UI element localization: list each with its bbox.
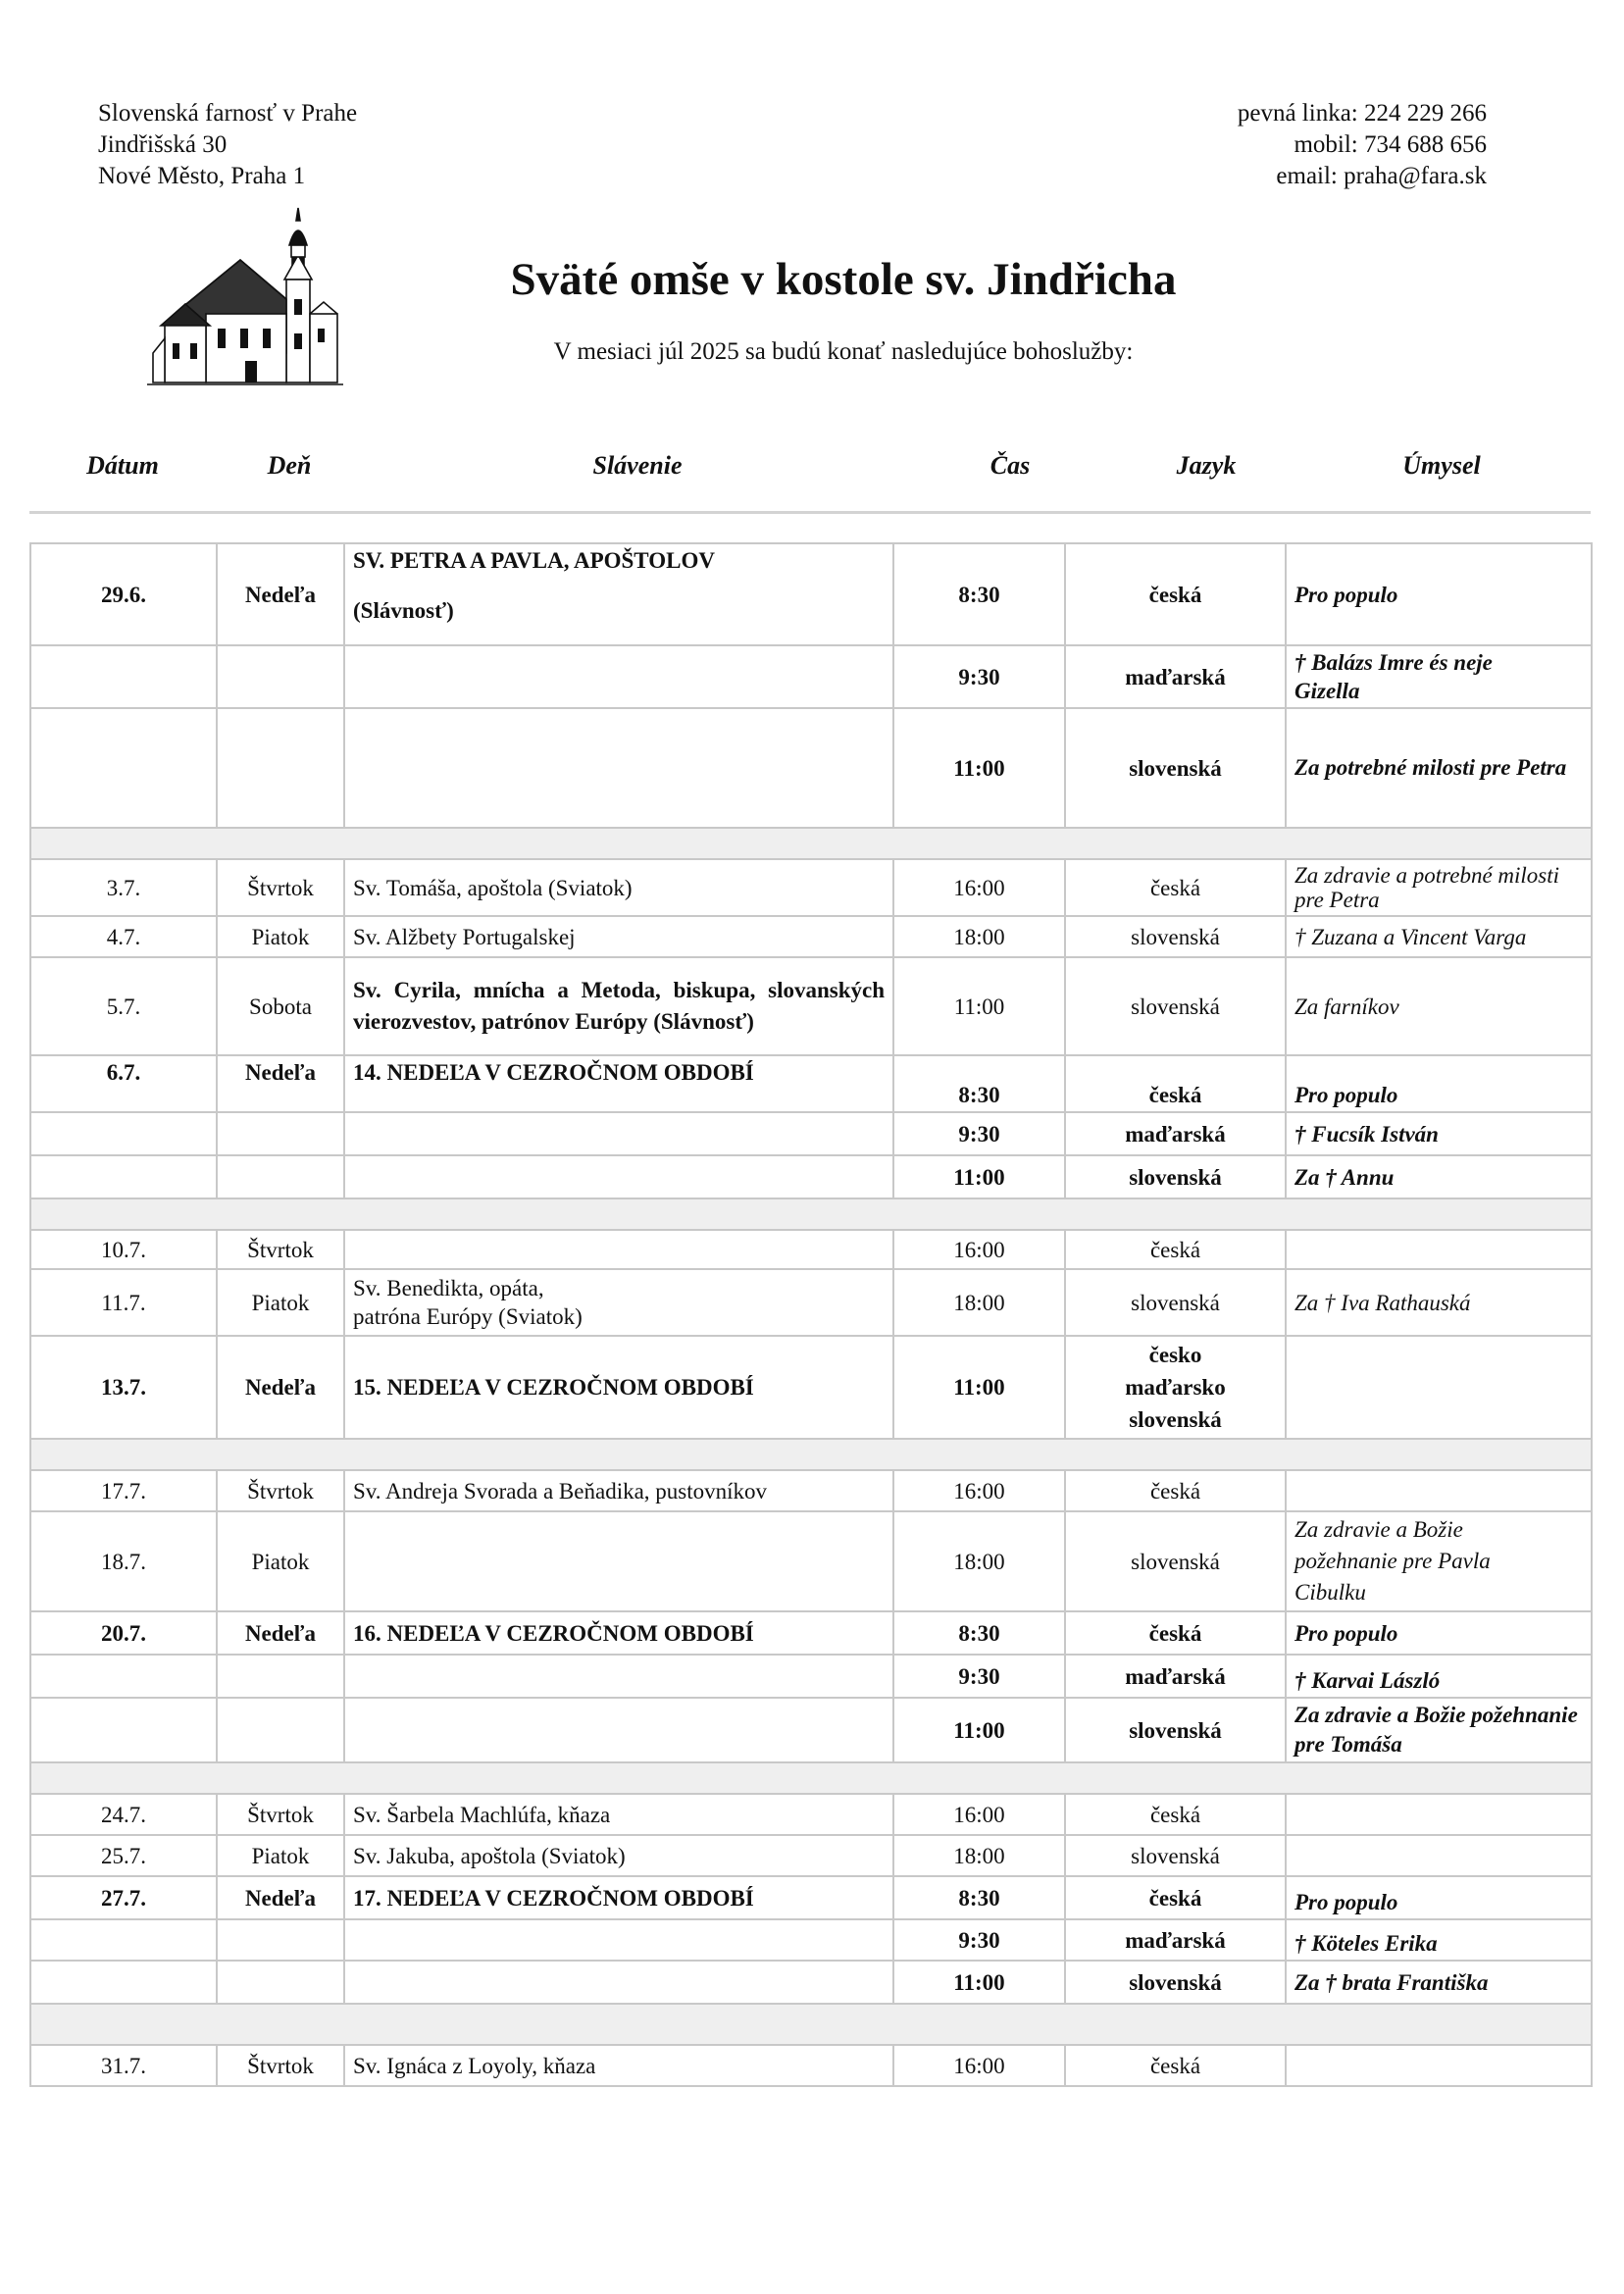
day-cell <box>217 1112 344 1155</box>
table-row <box>30 916 1592 957</box>
table-row <box>30 645 1592 708</box>
phone-landline: pevná linka: 224 229 266 <box>1237 100 1487 127</box>
day-cell <box>217 1155 344 1198</box>
time-cell: 16:00 <box>893 1230 1065 1269</box>
date-cell: 17.7. <box>30 1470 217 1511</box>
time-cell: 11:00 <box>893 1155 1065 1198</box>
date-cell <box>30 645 217 708</box>
language-cell: maďarská <box>1065 1112 1286 1155</box>
day-cell <box>217 1698 344 1762</box>
day-cell: Nedeľa <box>217 543 344 645</box>
celebration-cell: 17. NEDEĽA V CEZROČNOM OBDOBÍ <box>344 1876 893 1919</box>
table-row <box>30 1655 1592 1698</box>
celebration-line: Sv. Benedikta, opáta, <box>353 1276 544 1300</box>
day-cell <box>217 1655 344 1698</box>
celebration-cell <box>344 708 893 828</box>
intention-cell: Za zdravie a Božie požehnanie pre Pavla Cibulku <box>1286 1511 1592 1611</box>
church-illustration <box>147 206 343 397</box>
date-cell <box>30 1112 217 1155</box>
celebration-cell: 14. NEDEĽA V CEZROČNOM OBDOBÍ <box>344 1055 893 1112</box>
address-line-3: Nové Město, Praha 1 <box>98 163 306 189</box>
day-cell: Štvrtok <box>217 1794 344 1835</box>
language-cell: slovenská <box>1065 1269 1286 1336</box>
date-cell: 18.7. <box>30 1511 217 1611</box>
table-row <box>30 1876 1592 1919</box>
table-row <box>30 957 1592 1055</box>
date-cell <box>30 1919 217 1961</box>
celebration-cell: 15. NEDEĽA V CEZROČNOM OBDOBÍ <box>344 1336 893 1439</box>
table-row <box>30 1470 1592 1511</box>
date-cell: 11.7. <box>30 1269 217 1336</box>
celebration-cell: Sv. Cyrila, mnícha a Metoda, biskupa, slovanských vierozvestov, patrónov Európy (Slávnosť) <box>344 957 893 1055</box>
page-subtitle: V mesiaci júl 2025 sa budú konať nasledujúce bohoslužby: <box>553 338 1134 365</box>
intention-cell: Pro populo <box>1286 1611 1592 1655</box>
language-cell: česká <box>1065 859 1286 916</box>
mass-schedule-table <box>29 542 1593 2087</box>
day-cell: Piatok <box>217 1269 344 1336</box>
celebration-cell: Sv. Alžbety Portugalskej <box>344 916 893 957</box>
intention-cell: † Fucsík István <box>1286 1112 1592 1155</box>
day-cell: Štvrtok <box>217 1470 344 1511</box>
language-cell: slovenská <box>1065 1511 1286 1611</box>
date-cell: 4.7. <box>30 916 217 957</box>
table-row <box>30 1269 1592 1336</box>
language-cell: slovenská <box>1065 1835 1286 1876</box>
celebration-line: (Slávnosť) <box>353 598 454 623</box>
intention-cell <box>1286 1470 1592 1511</box>
table-row <box>30 1919 1592 1961</box>
language-cell: slovenská <box>1065 1698 1286 1762</box>
time-cell: 16:00 <box>893 859 1065 916</box>
language-cell: slovenská <box>1065 957 1286 1055</box>
table-row <box>30 1961 1592 2004</box>
intention-cell <box>1286 1794 1592 1835</box>
day-cell <box>217 645 344 708</box>
language-cell: česká <box>1065 1611 1286 1655</box>
celebration-cell: Sv. Jakuba, apoštola (Sviatok) <box>344 1835 893 1876</box>
language-cell: slovenská <box>1065 916 1286 957</box>
language-line: česko <box>1148 1343 1202 1367</box>
table-row <box>30 1055 1592 1112</box>
intention-cell <box>1286 1336 1592 1439</box>
language-cell: česká <box>1065 2045 1286 2086</box>
day-cell: Nedeľa <box>217 1611 344 1655</box>
col-date-header: Dátum <box>86 451 159 480</box>
language-cell: slovenská <box>1065 708 1286 828</box>
address-line-1: Slovenská farnosť v Prahe <box>98 100 358 127</box>
time-cell: 9:30 <box>893 1112 1065 1155</box>
time-cell: 8:30 <box>893 1055 1065 1112</box>
intention-cell: † Karvai László <box>1286 1655 1592 1698</box>
intention-cell: † Zuzana a Vincent Varga <box>1286 916 1592 957</box>
intention-cell <box>1286 2045 1592 2086</box>
celebration-cell <box>344 543 893 645</box>
date-cell: 24.7. <box>30 1794 217 1835</box>
intention-cell <box>1286 1230 1592 1269</box>
day-cell: Štvrtok <box>217 2045 344 2086</box>
language-cell: česká <box>1065 1794 1286 1835</box>
time-cell: 11:00 <box>893 957 1065 1055</box>
day-cell: Štvrtok <box>217 859 344 916</box>
time-cell: 16:00 <box>893 1470 1065 1511</box>
day-cell <box>217 1961 344 2004</box>
language-cell: česká <box>1065 1470 1286 1511</box>
language-cell: česká <box>1065 1230 1286 1269</box>
time-cell: 9:30 <box>893 1919 1065 1961</box>
parish-contact <box>1238 98 1487 192</box>
week-separator <box>30 1198 1592 1230</box>
table-header <box>29 451 1591 490</box>
time-cell: 18:00 <box>893 1835 1065 1876</box>
language-cell <box>1065 1336 1286 1439</box>
intention-cell: Za potrebné milosti pre Petra <box>1286 708 1592 828</box>
table-row <box>30 543 1592 645</box>
time-cell: 9:30 <box>893 645 1065 708</box>
email: email: praha@fara.sk <box>1276 163 1487 189</box>
date-cell: 20.7. <box>30 1611 217 1655</box>
time-cell: 16:00 <box>893 1794 1065 1835</box>
intention-cell: Za † Iva Rathauská <box>1286 1269 1592 1336</box>
date-cell <box>30 1961 217 2004</box>
table-row <box>30 859 1592 916</box>
celebration-cell <box>344 1511 893 1611</box>
table-row <box>30 1112 1592 1155</box>
date-cell: 13.7. <box>30 1336 217 1439</box>
celebration-cell: Sv. Ignáca z Loyoly, kňaza <box>344 2045 893 2086</box>
table-row <box>30 1794 1592 1835</box>
intention-cell: Pro populo <box>1286 543 1592 645</box>
table-row <box>30 1698 1592 1762</box>
col-time-header: Čas <box>990 451 1031 480</box>
celebration-cell <box>344 645 893 708</box>
time-cell: 11:00 <box>893 1961 1065 2004</box>
table-row <box>30 2045 1592 2086</box>
address-line-2: Jindřišská 30 <box>98 131 228 158</box>
table-row <box>30 708 1592 828</box>
intention-cell <box>1286 1835 1592 1876</box>
date-cell: 6.7. <box>30 1055 217 1112</box>
date-cell: 3.7. <box>30 859 217 916</box>
date-cell <box>30 1155 217 1198</box>
week-separator <box>30 828 1592 859</box>
intention-cell: Pro populo <box>1286 1876 1592 1919</box>
language-cell: česká <box>1065 1055 1286 1112</box>
intention-cell: Za zdravie a potrebné milosti pre Petra <box>1286 859 1592 916</box>
day-cell: Štvrtok <box>217 1230 344 1269</box>
date-cell <box>30 708 217 828</box>
day-cell: Piatok <box>217 1835 344 1876</box>
phone-mobile: mobil: 734 688 656 <box>1294 131 1487 158</box>
week-separator <box>30 1762 1592 1794</box>
intention-cell: Za farníkov <box>1286 957 1592 1055</box>
table-row <box>30 1336 1592 1439</box>
time-cell: 18:00 <box>893 1269 1065 1336</box>
celebration-cell: 16. NEDEĽA V CEZROČNOM OBDOBÍ <box>344 1611 893 1655</box>
celebration-cell <box>344 1269 893 1336</box>
language-cell: česká <box>1065 1876 1286 1919</box>
intention-cell: Pro populo <box>1286 1055 1592 1112</box>
week-separator <box>30 1439 1592 1470</box>
date-cell: 5.7. <box>30 957 217 1055</box>
celebration-cell <box>344 1655 893 1698</box>
time-cell: 16:00 <box>893 2045 1065 2086</box>
time-cell: 11:00 <box>893 708 1065 828</box>
time-cell: 8:30 <box>893 543 1065 645</box>
intention-cell: † Balázs Imre és neje Gizella <box>1286 645 1592 708</box>
time-cell: 8:30 <box>893 1611 1065 1655</box>
celebration-cell <box>344 1112 893 1155</box>
table-row <box>30 1835 1592 1876</box>
celebration-cell <box>344 1698 893 1762</box>
time-cell: 11:00 <box>893 1336 1065 1439</box>
language-cell: maďarská <box>1065 645 1286 708</box>
date-cell: 27.7. <box>30 1876 217 1919</box>
date-cell: 10.7. <box>30 1230 217 1269</box>
page-title: Sväté omše v kostole sv. Jindřicha <box>510 254 1177 305</box>
header-divider <box>29 511 1591 514</box>
date-cell: 29.6. <box>30 543 217 645</box>
col-celebration-header: Slávenie <box>592 451 683 480</box>
time-cell: 11:00 <box>893 1698 1065 1762</box>
day-cell <box>217 708 344 828</box>
col-day-header: Deň <box>267 451 312 480</box>
time-cell: 8:30 <box>893 1876 1065 1919</box>
language-cell: slovenská <box>1065 1961 1286 2004</box>
language-line: slovenská <box>1129 1407 1222 1432</box>
day-cell: Piatok <box>217 916 344 957</box>
date-cell <box>30 1698 217 1762</box>
celebration-cell: Sv. Tomáša, apoštola (Sviatok) <box>344 859 893 916</box>
celebration-cell: Sv. Andreja Svorada a Beňadika, pustovníkov <box>344 1470 893 1511</box>
celebration-cell <box>344 1961 893 2004</box>
day-cell: Nedeľa <box>217 1336 344 1439</box>
time-cell: 18:00 <box>893 1511 1065 1611</box>
celebration-cell <box>344 1919 893 1961</box>
day-cell <box>217 1919 344 1961</box>
language-cell: slovenská <box>1065 1155 1286 1198</box>
celebration-line: patróna Európy (Sviatok) <box>353 1304 583 1329</box>
language-cell: česká <box>1065 543 1286 645</box>
celebration-cell <box>344 1230 893 1269</box>
language-line: maďarsko <box>1125 1375 1226 1400</box>
table-row <box>30 1230 1592 1269</box>
time-cell: 9:30 <box>893 1655 1065 1698</box>
intention-cell: Za zdravie a Božie požehnanie pre Tomáša <box>1286 1698 1592 1762</box>
time-cell: 18:00 <box>893 916 1065 957</box>
date-cell <box>30 1655 217 1698</box>
date-cell: 31.7. <box>30 2045 217 2086</box>
table-row <box>30 1155 1592 1198</box>
date-cell: 25.7. <box>30 1835 217 1876</box>
col-intention-header: Úmysel <box>1402 451 1481 480</box>
celebration-line: SV. PETRA A PAVLA, APOŠTOLOV <box>353 548 715 573</box>
celebration-cell: Sv. Šarbela Machlúfa, kňaza <box>344 1794 893 1835</box>
intention-cell: † Köteles Erika <box>1286 1919 1592 1961</box>
intention-cell: Za † brata Františka <box>1286 1961 1592 2004</box>
intention-cell: Za † Annu <box>1286 1155 1592 1198</box>
celebration-cell <box>344 1155 893 1198</box>
day-cell: Nedeľa <box>217 1055 344 1112</box>
day-cell: Piatok <box>217 1511 344 1611</box>
parish-address <box>98 98 357 192</box>
day-cell: Nedeľa <box>217 1876 344 1919</box>
table-row <box>30 1611 1592 1655</box>
language-cell: maďarská <box>1065 1919 1286 1961</box>
col-language-header: Jazyk <box>1176 451 1237 480</box>
language-cell: maďarská <box>1065 1655 1286 1698</box>
table-row <box>30 1511 1592 1611</box>
day-cell: Sobota <box>217 957 344 1055</box>
week-separator <box>30 2004 1592 2045</box>
